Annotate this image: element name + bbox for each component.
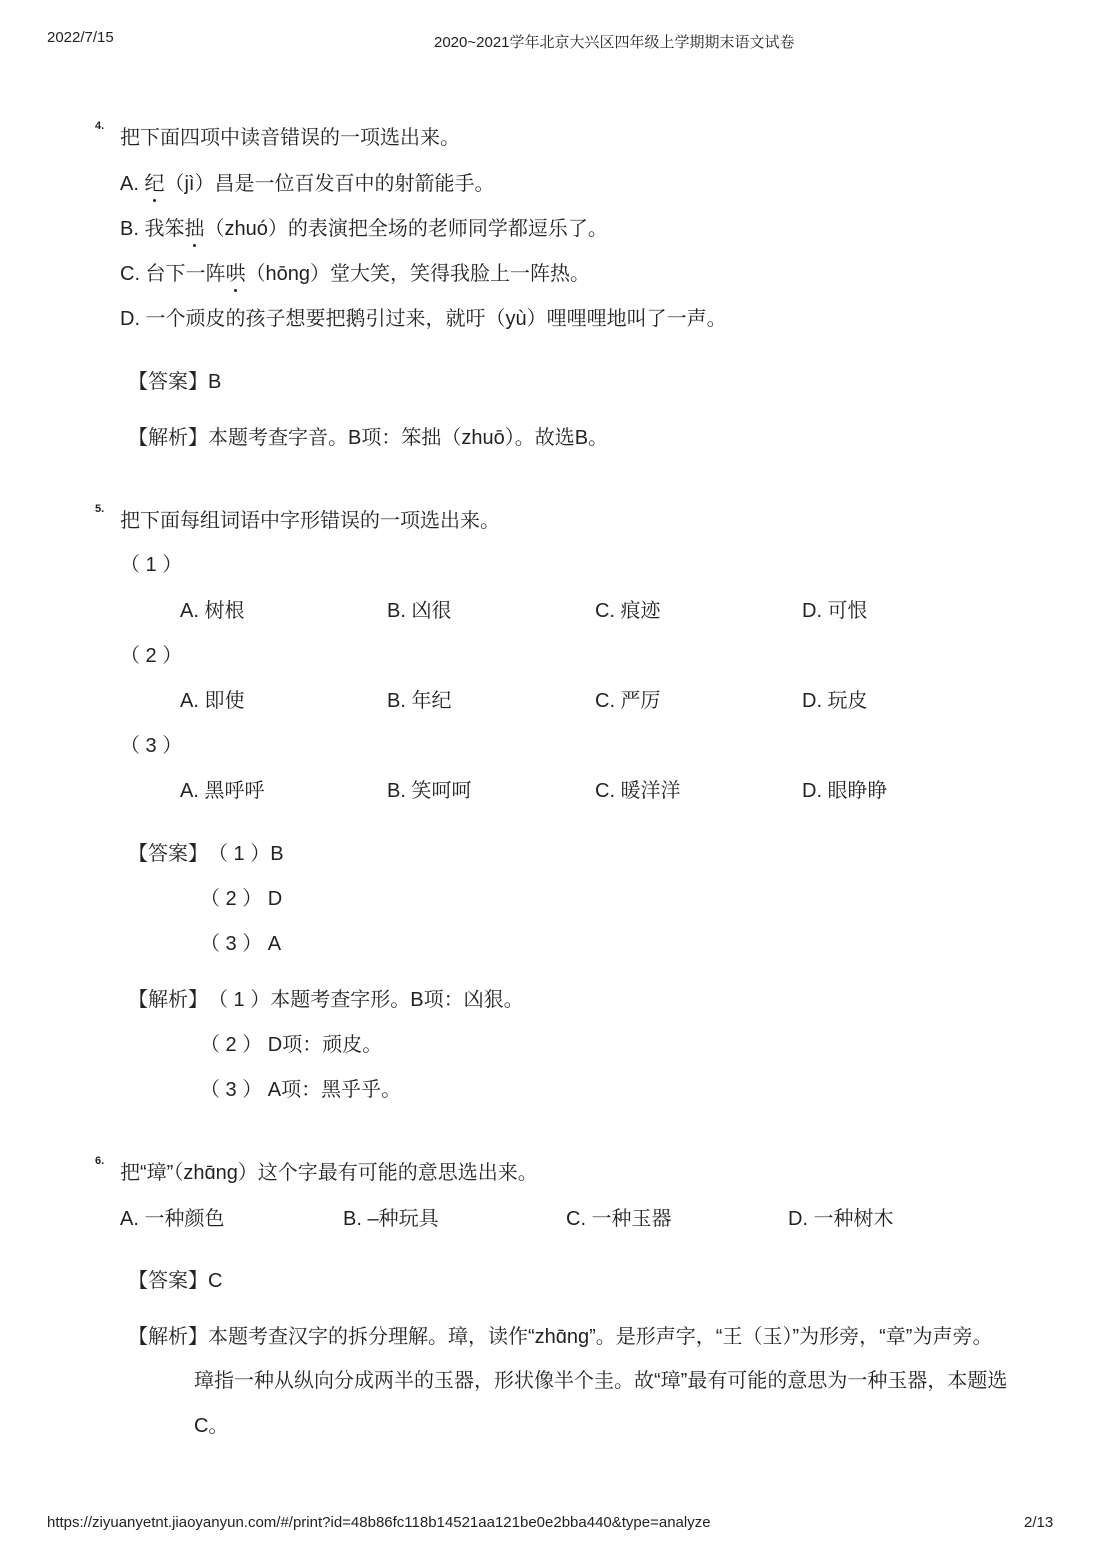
- question-5-option: A. 即使: [180, 690, 245, 712]
- question-5-option: A. 树根: [180, 600, 245, 622]
- question-5-answer-line: （ 1 ）B: [208, 843, 284, 865]
- question-5-group-label: （ 2 ）: [120, 645, 183, 667]
- emphasis-dot-char: 纪: [144, 167, 164, 196]
- question-6-analysis-line: 本题考查汉字的拆分理解。璋，读作“zhɑ̄ng”。是形声字，“王（玉）”为形旁，“章”为声旁。: [208, 1326, 993, 1348]
- question-4-option-b: B. 我笨拙（zhuó）的表演把全场的老师同学都逗乐了。: [120, 212, 608, 241]
- question-4-analysis: 【解析】本题考查字音。B项：笨拙（zhuō）。故选B。: [128, 427, 609, 449]
- question-5-answer-label: 【答案】: [128, 843, 208, 865]
- question-number-5: 5.: [95, 503, 105, 515]
- question-5-stem: 把下面每组词语中字形错误的一项选出来。: [120, 510, 500, 532]
- question-5-option: B. 年纪: [387, 690, 452, 712]
- question-4-option-c: C. 台下一阵哄（hōng）堂大笑，笑得我脸上一阵热。: [120, 257, 590, 286]
- question-6-option: A. 一种颜色: [120, 1208, 225, 1230]
- question-6-analysis-line: 璋指一种从纵向分成两半的玉器，形状像半个圭。故“璋”最有可能的意思为一种玉器，本题选: [194, 1370, 1008, 1392]
- question-4-answer: 【答案】B: [128, 371, 222, 393]
- question-5-option: C. 暖洋洋: [595, 780, 681, 802]
- question-6-stem: 把“璋”（zhɑ̄ng）这个字最有可能的意思选出来。: [120, 1162, 538, 1184]
- question-5-option: C. 严厉: [595, 690, 661, 712]
- question-5-option: A. 黑呼呼: [180, 780, 265, 802]
- question-5-analysis-line: （ 1 ）本题考查字形。B项：凶狠。: [208, 989, 524, 1011]
- question-5-option: D. 玩皮: [802, 690, 868, 712]
- question-4-option-d: D. 一个顽皮的孩子想要把鹅引过来，就吁（yù）哩哩哩地叫了一声。: [120, 308, 727, 330]
- question-4-stem: 把下面四项中读音错误的一项选出来。: [120, 127, 460, 149]
- question-5-option: D. 眼睁睁: [802, 780, 888, 802]
- question-5-option: C. 痕迹: [595, 600, 661, 622]
- question-6-option: B. –种玩具: [343, 1208, 439, 1230]
- question-6-answer: 【答案】C: [128, 1270, 223, 1292]
- header-date: 2022/7/15: [47, 29, 114, 46]
- question-number-6: 6.: [95, 1155, 105, 1167]
- question-5-analysis-label: 【解析】: [128, 989, 208, 1011]
- question-4-option-a: A. 纪（jì）昌是一位百发百中的射箭能手。: [120, 167, 494, 196]
- question-5-option: D. 可恨: [802, 600, 868, 622]
- question-number-4: 4.: [95, 120, 105, 132]
- question-5-option: B. 凶很: [387, 600, 452, 622]
- footer-url: https://ziyuanyetnt.jiaoyanyun.com/#/print?id=48b86fc118b14521aa121be0e2bba440&type=analyze: [47, 1514, 711, 1531]
- emphasis-dot-char: 拙: [184, 212, 204, 241]
- question-6-analysis-label: 【解析】: [128, 1326, 208, 1348]
- question-5-group-label: （ 1 ）: [120, 554, 183, 576]
- question-6-analysis-line: C。: [194, 1415, 229, 1437]
- question-5-option: B. 笑呵呵: [387, 780, 472, 802]
- header-title: 2020~2021学年北京大兴区四年级上学期期末语文试卷: [434, 34, 795, 51]
- footer-page-number: 2/13: [1024, 1514, 1054, 1531]
- question-5-analysis-line: （ 2 ） D项：顽皮。: [200, 1034, 383, 1056]
- question-5-answer-line: （ 3 ） A: [200, 933, 282, 955]
- question-6-option: D. 一种树木: [788, 1208, 894, 1230]
- question-6-option: C. 一种玉器: [566, 1208, 672, 1230]
- question-5-answer-line: （ 2 ） D: [200, 888, 283, 910]
- question-5-group-label: （ 3 ）: [120, 735, 183, 757]
- question-5-analysis-line: （ 3 ） A项：黑乎乎。: [200, 1079, 402, 1101]
- emphasis-dot-char: 哄: [226, 257, 246, 286]
